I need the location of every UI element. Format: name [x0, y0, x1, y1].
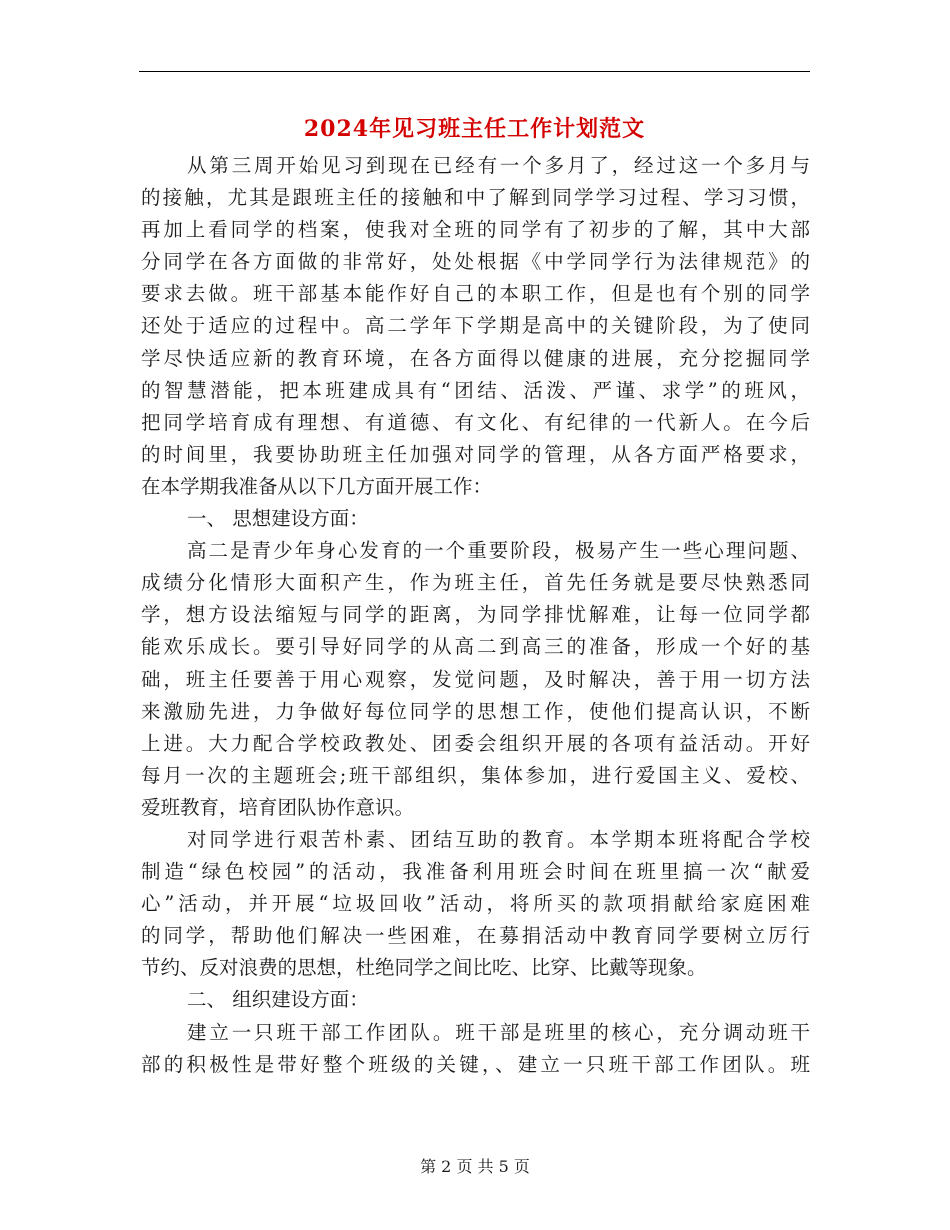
body-line: 建立一只班干部工作团队。班干部是班里的核心，充分调动班干: [187, 1020, 810, 1044]
body-line: 心”活动，并开展“垃圾回收”活动，将所买的款项捐献给家庭困难: [141, 892, 810, 916]
body-line: 能欢乐成长。要引导好同学的从高二到高三的准备，形成一个好的基: [141, 635, 810, 659]
body-line: 上进。大力配合学校政教处、团委会组织开展的各项有益活动。开好: [141, 731, 810, 755]
body-line: 的接触，尤其是跟班主任的接触和中了解到同学学习过程、学习习惯，: [141, 186, 810, 210]
body-line: 的同学，帮助他们解决一些困难，在募捐活动中教育同学要树立厉行: [141, 924, 810, 948]
body-line: 再加上看同学的档案，使我对全班的同学有了初步的了解，其中大部: [141, 218, 810, 242]
body-line: 制造“绿色校园”的活动，我准备利用班会时间在班里搞一次“献爱: [141, 860, 810, 884]
body-line: 学，想方设法缩短与同学的距离，为同学排忧解难，让每一位同学都: [141, 603, 810, 627]
body-line: 成绩分化情形大面积产生，作为班主任，首先任务就是要尽快熟悉同: [141, 571, 810, 595]
section-heading: 一、 思想建设方面：: [187, 507, 369, 531]
body-line: 从第三周开始见习到现在已经有一个多月了，经过这一个多月与: [187, 154, 810, 177]
body-line: 节约、反对浪费的思想，杜绝同学之间比吃、比穿、比戴等现象。: [141, 956, 707, 980]
document-body: [141, 150, 810, 1081]
body-line: 要求去做。班干部基本能作好自己的本职工作，但是也有个别的同学: [141, 282, 810, 306]
document-title: 2024年见习班主任工作计划范文: [303, 116, 646, 142]
page-number: 第 2 页 共 5 页: [420, 1157, 530, 1176]
body-line: 的时间里，我要协助班主任加强对同学的管理，从各方面严格要求，: [141, 442, 810, 466]
body-line: 的智慧潜能，把本班建成具有“团结、活泼、严谨、求学”的班风，: [141, 378, 810, 402]
body-line: 爱班教育，培育团队协作意识。: [141, 795, 415, 819]
header-rule: [139, 71, 810, 72]
body-line: 还处于适应的过程中。高二学年下学期是高中的关键阶段，为了使同: [141, 314, 810, 338]
body-line: 来激励先进，力争做好每位同学的思想工作，使他们提高认识，不断: [141, 699, 810, 723]
body-line: 把同学培育成有理想、有道德、有文化、有纪律的一代新人。在今后: [141, 410, 810, 434]
body-line: 高二是青少年身心发育的一个重要阶段，极易产生一些心理问题、: [187, 539, 810, 563]
body-line: 分同学在各方面做的非常好，处处根据《中学同学行为法律规范》的: [141, 250, 810, 274]
body-line: 在本学期我准备从以下几方面开展工作：: [141, 474, 493, 498]
body-line: 础，班主任要善于用心观察，发觉问题，及时解决，善于用一切方法: [141, 667, 810, 691]
body-line: 每月一次的主题班会;班干部组织，集体参加，进行爱国主义、爱校、: [141, 763, 810, 787]
body-line: 对同学进行艰苦朴素、团结互助的教育。本学期本班将配合学校: [187, 827, 810, 851]
body-line: 部的积极性是带好整个班级的关键，、建立一只班干部工作团队。班: [141, 1052, 810, 1076]
section-heading: 二、 组织建设方面：: [187, 988, 369, 1012]
body-line: 学尽快适应新的教育环境，在各方面得以健康的进展，充分挖掘同学: [141, 346, 810, 370]
